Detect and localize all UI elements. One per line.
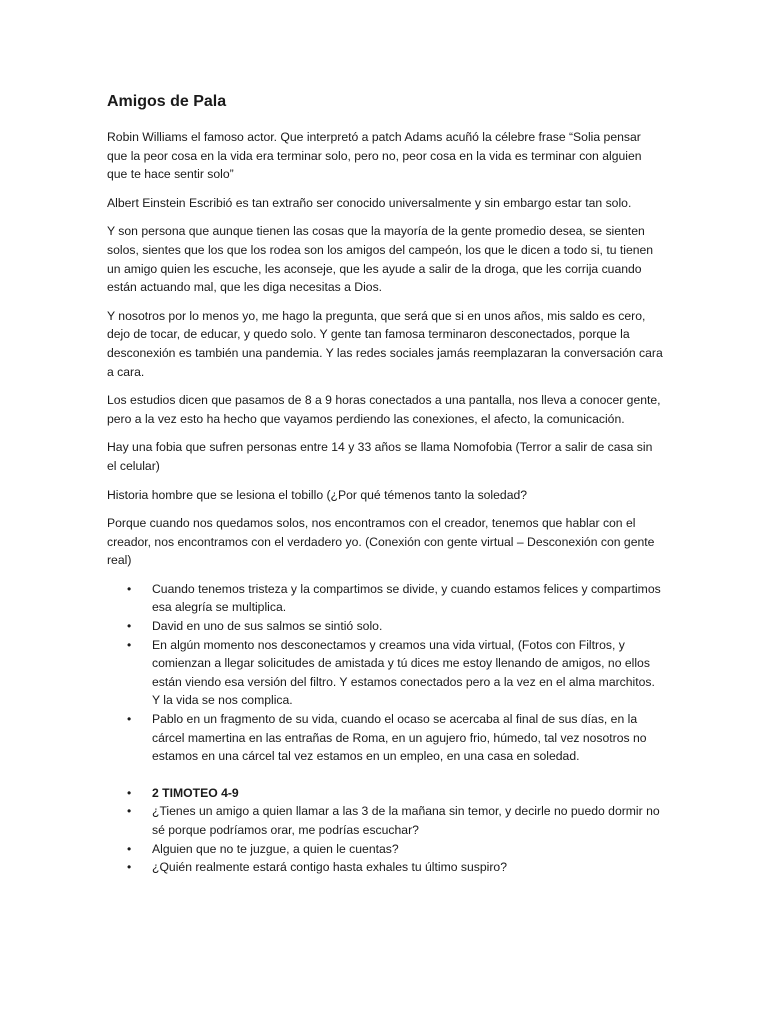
bible-reference: 2 TIMOTEO 4-9 [152,785,239,800]
bullet-list-2 [107,784,663,877]
bullet-dot-icon: • [127,804,132,819]
bullet-dot-icon: • [127,712,132,727]
list-item-text: David en uno de sus salmos se sintió solo. [152,619,383,634]
paragraph-robin-williams: Robin Williams el famoso actor. Que interpretó a patch Adams acuñó la célebre frase “Solia pensar que la peor cosa en la vida era terminar solo, pero no, peor cosa en la vida es terminar con alguien que te hace sentir solo” [107,130,642,182]
document-page [107,92,663,877]
list-item [107,580,663,617]
list-item-text: ¿Quién realmente estará contigo hasta exhales tu último suspiro? [152,860,507,875]
paragraph-studies: Los estudios dicen que pasamos de 8 a 9 horas conectados a una pantalla, nos lleva a conocer gente, pero a la vez esto ha hecho que vayamos perdiendo las conexiones, el afecto, la comunicación. [107,393,661,426]
bullet-dot-icon: • [127,785,132,800]
document-title: Amigos de Pala [107,93,227,110]
list-item-text: En algún momento nos desconectamos y creamos una vida virtual, (Fotos con Filtros, y comienzan a llegar solicitudes de amistada y tú dices me estoy llenando de amigos, no ellos están viendo esa versión del filtro. Y estamos conectados pero a la vez en el alma marchitos. Y la vida se nos complica. [152,637,655,708]
paragraph-question: Y nosotros por lo menos yo, me hago la pregunta, que será que si en unos años, mis saldo es cero, dejo de tocar, de educar, y quedo solo. Y gente tan famosa terminaron desconectados, porque la desconexión es también una pandemia. Y las redes sociales jamás reemplazaran la conversación cara a cara. [107,308,663,379]
paragraph-creador: Porque cuando nos quedamos solos, nos encontramos con el creador, tenemos que hablar con el creador, nos encontramos con el verdadero yo. (Conexión con gente virtual – Desconexión con gente real) [107,516,655,568]
list-item [107,617,663,636]
paragraph-historia: Historia hombre que se lesiona el tobillo (¿Por qué témenos tanto la soledad? [107,487,528,502]
bullet-dot-icon: • [127,581,132,596]
bullet-dot-icon: • [127,619,132,634]
list-item-text: Pablo en un fragmento de su vida, cuando el ocaso se acercaba al final de sus días, en la cárcel mamertina en las entrañas de Roma, en un agujero frio, húmedo, tal vez nosotros no estamos en una cárcel tal vez estamos en un empleo, en una casa en soledad. [152,712,647,764]
list-item [107,636,663,710]
bullet-dot-icon: • [127,860,132,875]
list-item [107,802,663,839]
bullet-dot-icon: • [127,841,132,856]
paragraph-nomofobia: Hay una fobia que sufren personas entre 14 y 33 años se llama Nomofobia (Terror a salir de casa sin el celular) [107,440,653,473]
paragraph-famous-people: Y son persona que aunque tienen las cosas que la mayoría de la gente promedio desea, se sienten solos, sientes que los que los rodea son los amigos del campeón, los que le dicen a todo si, tu tienen un amigo quien les escuche, les aconseje, que les ayude a salir de la droga, que les corrija cuando están actuando mal, que les diga necesitas a Dios. [107,224,654,295]
bullet-list-1 [107,580,663,766]
paragraph-einstein: Albert Einstein Escribió es tan extraño ser conocido universalmente y sin embargo estar tan solo. [107,195,632,210]
list-item-text: Cuando tenemos tristeza y la compartimos se divide, y cuando estamos felices y compartimos esa alegría se multiplica. [152,581,661,615]
list-item-text: Alguien que no te juzgue, a quien le cuentas? [152,841,399,856]
list-item-text: ¿Tienes un amigo a quien llamar a las 3 de la mañana sin temor, y decirle no puedo dormir no sé porque podríamos orar, me podrías escuchar? [152,804,660,837]
list-item [107,840,663,859]
list-item [107,858,663,877]
bullet-dot-icon: • [127,637,132,652]
list-item [107,784,663,803]
list-item [107,710,663,766]
